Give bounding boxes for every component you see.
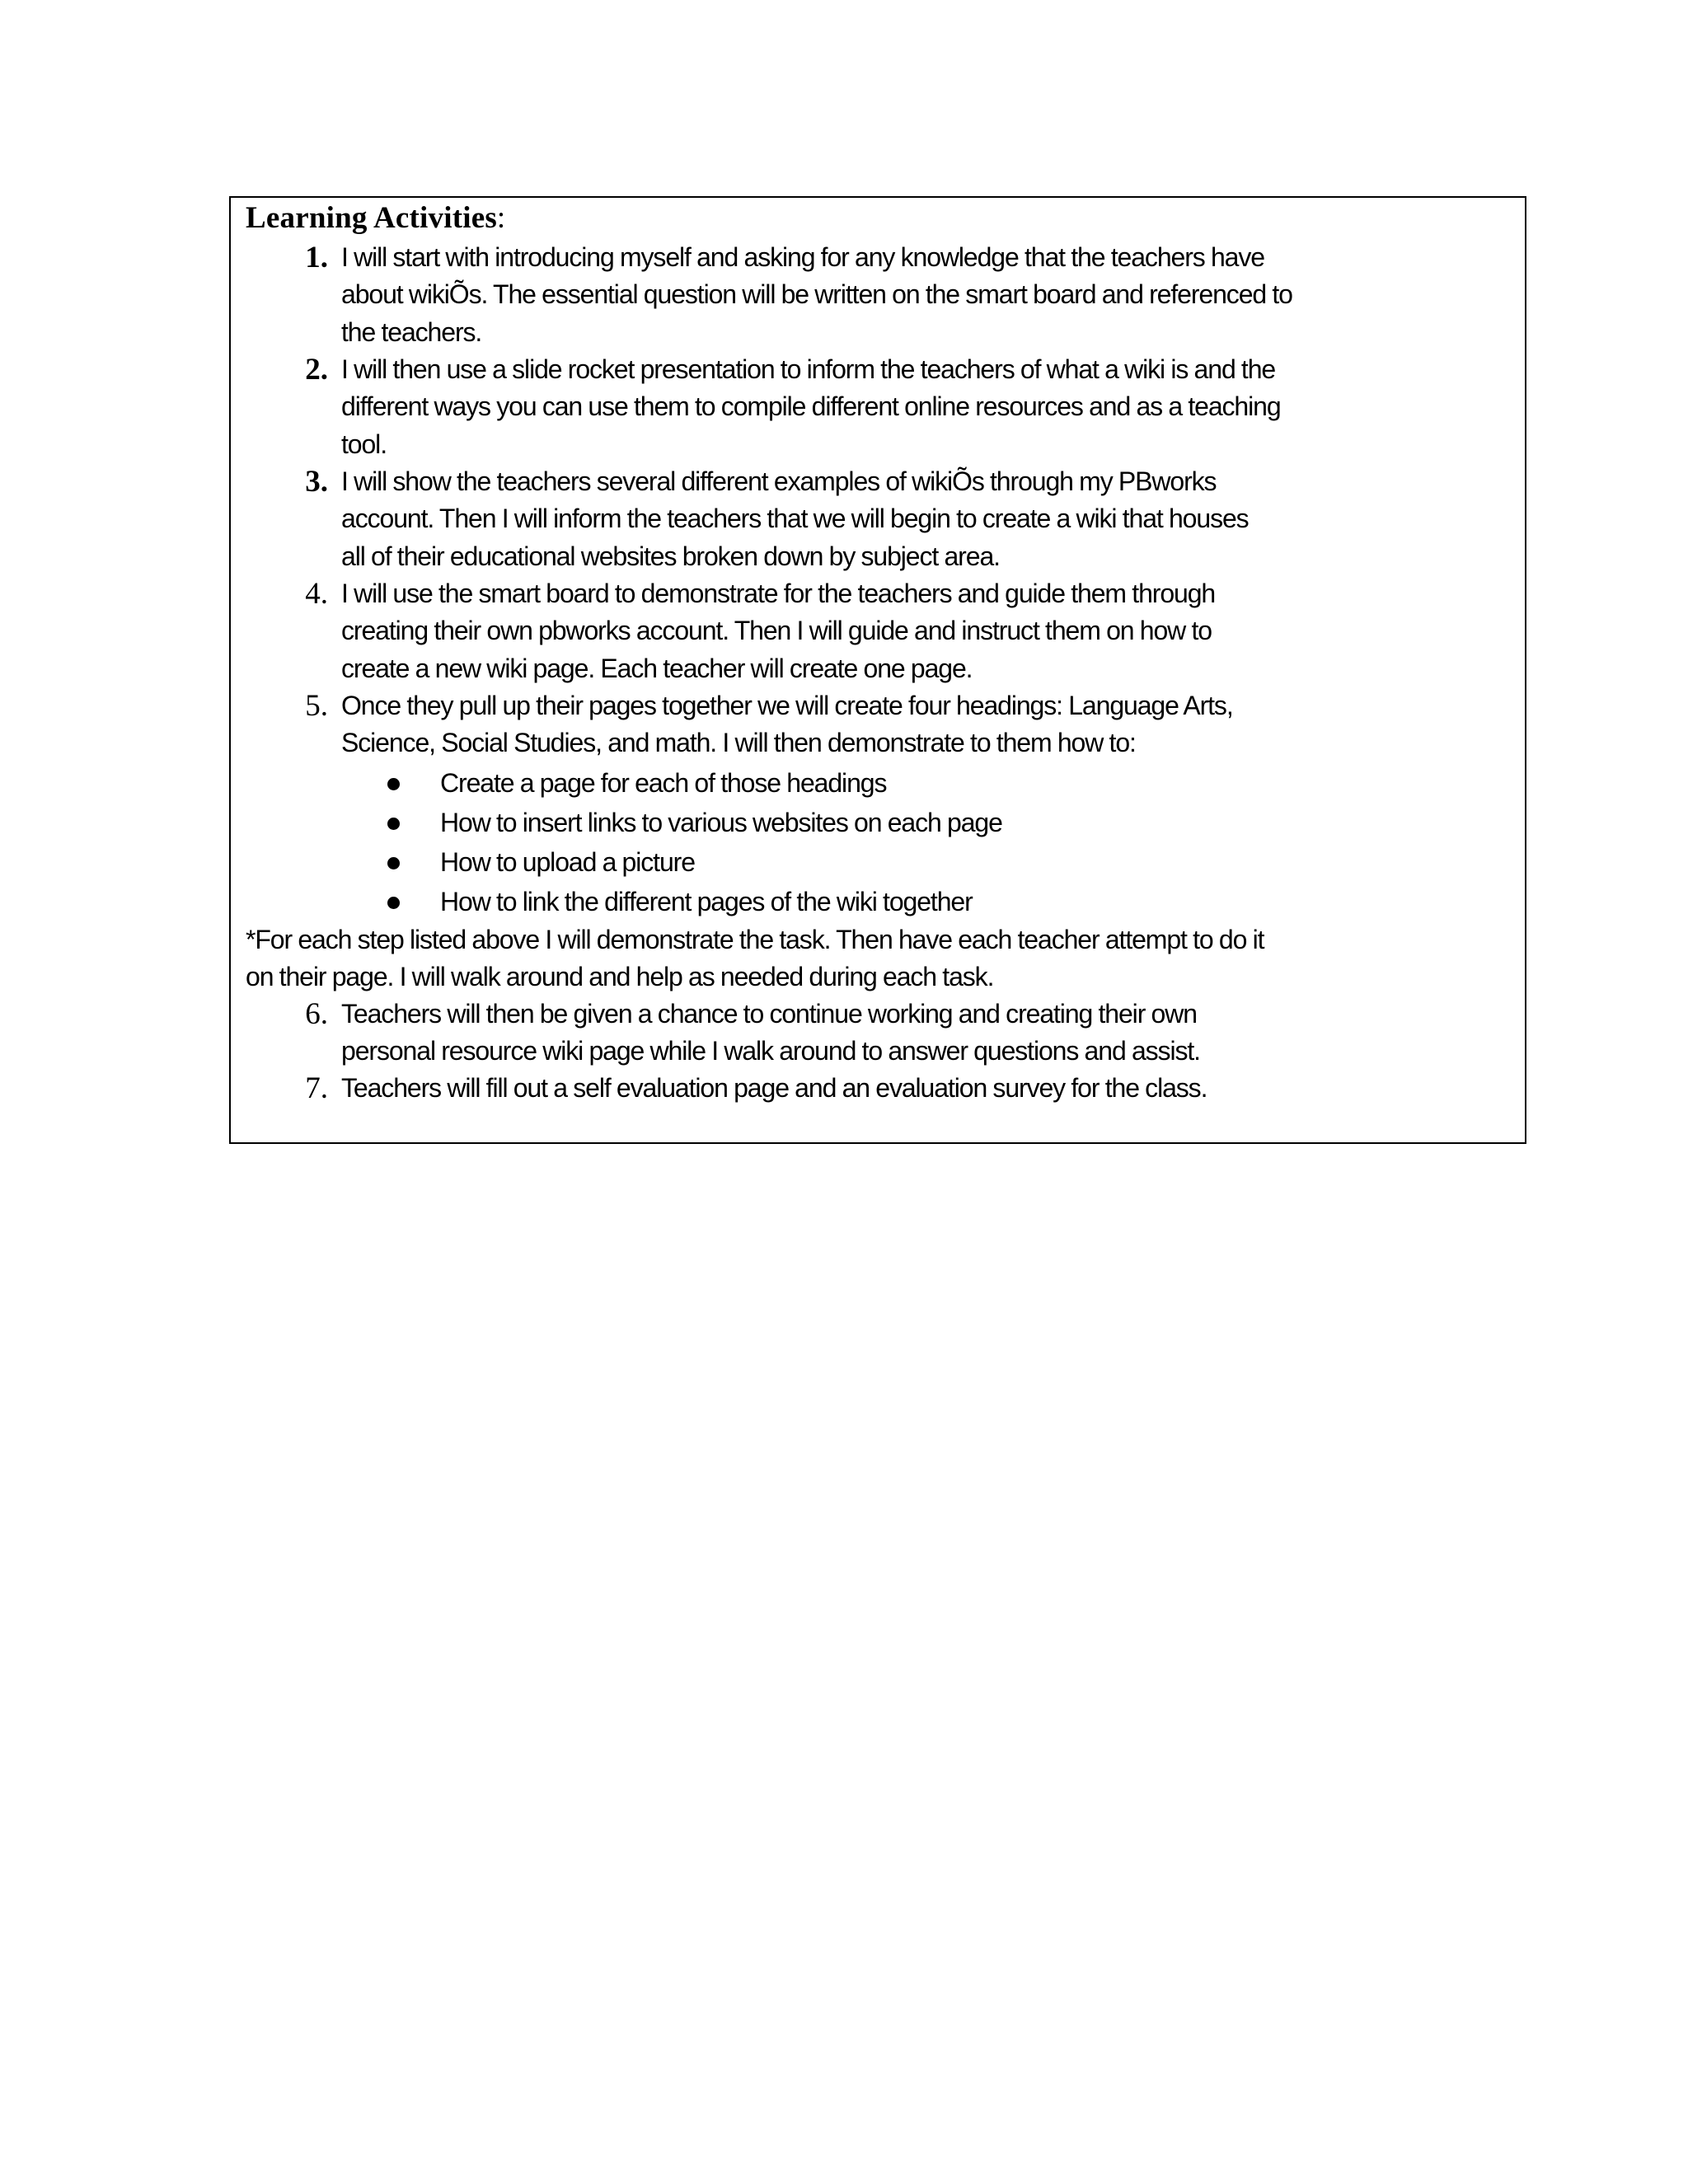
list-item-step-2 xyxy=(305,351,1512,463)
sub-item-text: Create a page for each of those headings xyxy=(440,768,887,798)
note-line: on their page. I will walk around and help as needed during each task. xyxy=(246,962,994,992)
step-line: tool. xyxy=(341,429,387,459)
step-number: 1. xyxy=(305,241,328,274)
step-line: Teachers will fill out a self evaluation page and an evaluation survey for the class. xyxy=(341,1073,1207,1103)
bullet-icon xyxy=(387,857,400,869)
step-number: 7. xyxy=(305,1071,328,1105)
step-line: account. Then I will inform the teachers that we will begin to create a wiki that houses xyxy=(341,504,1249,534)
bullet-icon xyxy=(387,897,400,909)
step-line: creating their own pbworks account. Then I will guide and instruct them on how to xyxy=(341,616,1212,646)
list-item-step-1 xyxy=(305,239,1512,351)
step-line: I will use the smart board to demonstrate for the teachers and guide them through xyxy=(341,579,1216,608)
step-line: about wikiÕs. The essential question will be written on the smart board and referenced to xyxy=(341,279,1292,310)
step-line: create a new wiki page. Each teacher will create one page. xyxy=(341,653,973,683)
step-line: different ways you can use them to compile different online resources and as a teaching xyxy=(341,391,1281,422)
sub-list-item xyxy=(440,765,1429,802)
sub-list-item xyxy=(440,844,1429,881)
step-line: Once they pull up their pages together we will create four headings: Language Arts, xyxy=(341,691,1233,720)
learning-activities-box xyxy=(229,196,1526,1144)
task-note xyxy=(246,921,1515,996)
list-item-step-6 xyxy=(305,996,1512,1071)
bullet-icon xyxy=(387,818,400,830)
step-line: Teachers will then be given a chance to continue working and creating their own xyxy=(341,999,1197,1029)
sub-list-item xyxy=(440,883,1429,921)
step-number: 3. xyxy=(305,465,328,499)
step-line: all of their educational websites broken down by subject area. xyxy=(341,541,1000,571)
sub-list-item xyxy=(440,804,1429,841)
note-line: *For each step listed above I will demonstrate the task. Then have each teacher attempt to do it xyxy=(246,925,1264,954)
step-number: 4. xyxy=(305,577,328,611)
sub-item-text: How to link the different pages of the wiki together xyxy=(440,887,973,916)
list-item-step-5 xyxy=(305,687,1512,762)
step-number: 2. xyxy=(305,353,328,387)
step-number: 6. xyxy=(305,997,328,1031)
step-number: 5. xyxy=(305,689,328,723)
step-line: I will show the teachers several different examples of wikiÕs through my PBworks xyxy=(341,466,1217,496)
heading-colon: : xyxy=(496,201,506,235)
heading-text: Learning Activities xyxy=(246,201,497,235)
step-line: Science, Social Studies, and math. I will then demonstrate to them how to: xyxy=(341,728,1136,758)
step-line: personal resource wiki page while I walk around to answer questions and assist. xyxy=(341,1036,1200,1066)
list-item-step-7 xyxy=(305,1070,1512,1107)
list-item-step-4 xyxy=(305,575,1512,687)
step-line: I will start with introducing myself and asking for any knowledge that the teachers have xyxy=(341,242,1264,272)
step-line: I will then use a slide rocket presentation to inform the teachers of what a wiki is and the xyxy=(341,354,1276,384)
list-item-step-3 xyxy=(305,463,1512,575)
bullet-icon xyxy=(387,778,400,790)
sub-item-text: How to upload a picture xyxy=(440,847,695,877)
sub-item-text: How to insert links to various websites on each page xyxy=(440,808,1002,837)
section-heading xyxy=(246,199,505,237)
step-line: the teachers. xyxy=(341,316,482,347)
